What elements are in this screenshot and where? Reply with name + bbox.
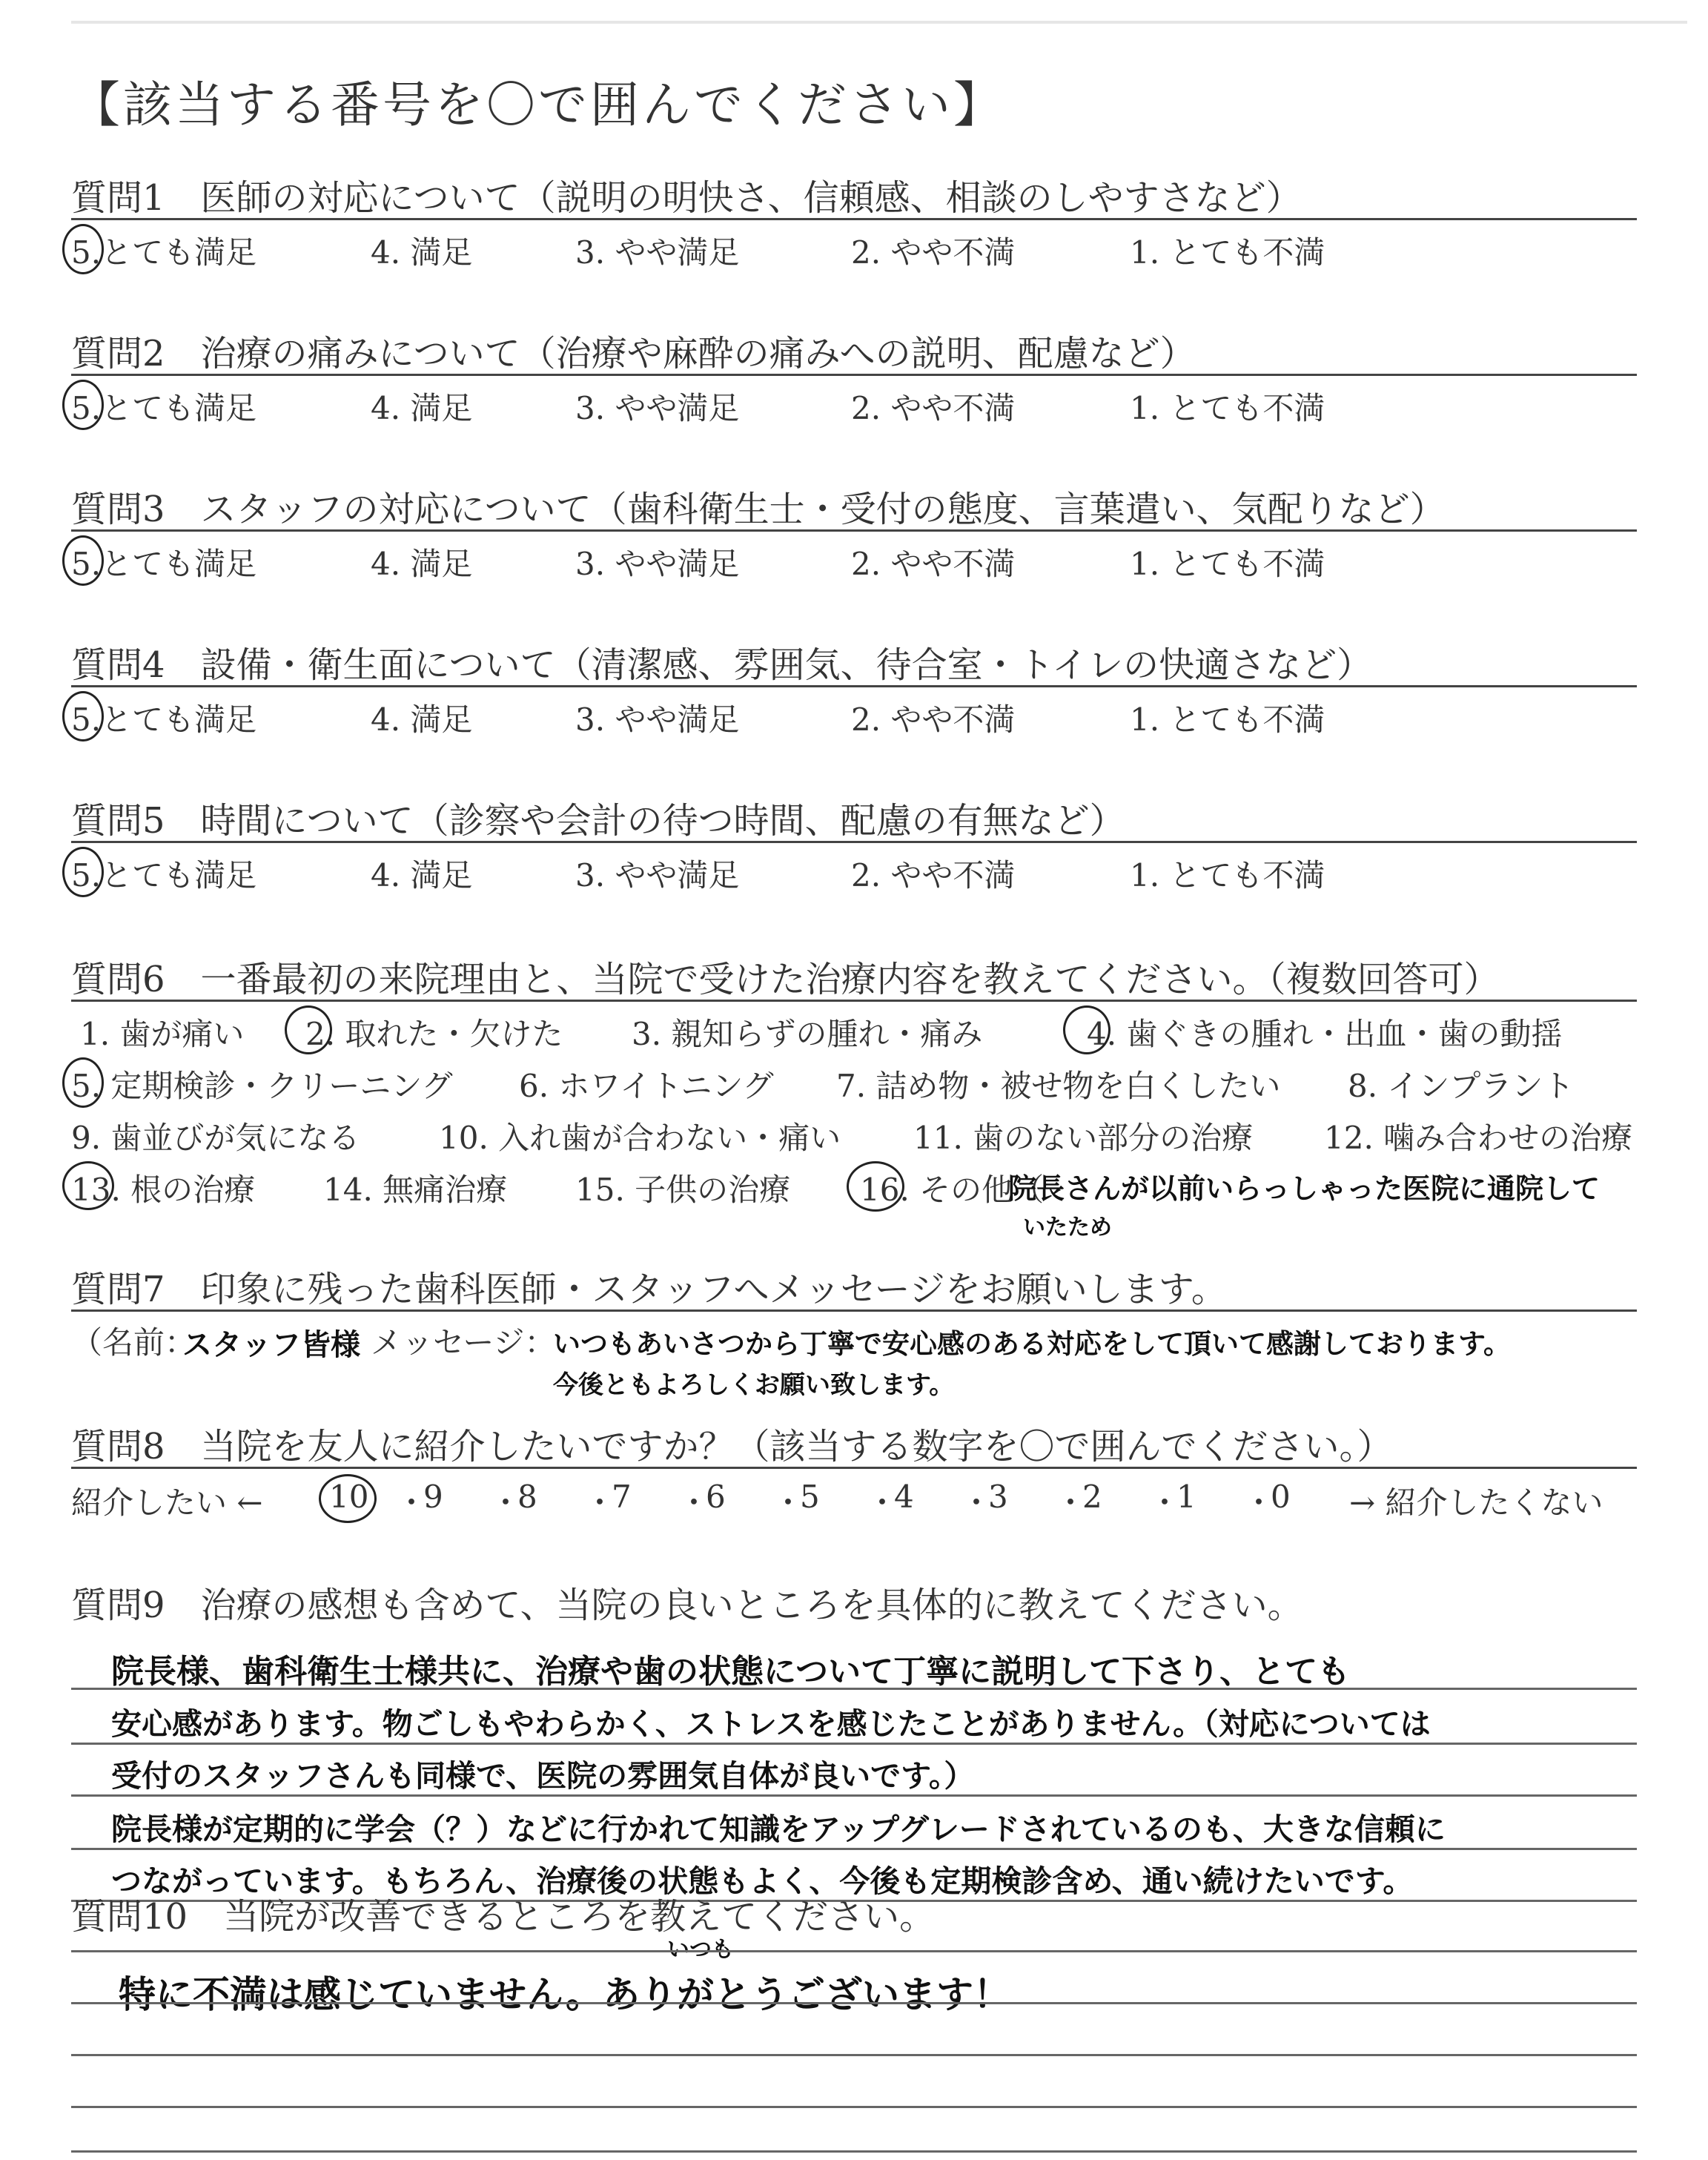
q5-title: 質問5 時間について（診察や会計の待つ時間、配慮の有無など）: [71, 800, 1125, 842]
page-heading: 【該当する番号を〇で囲んでください】: [71, 76, 1005, 133]
q10-answer: 特に不満は感じていません。ありがとうございます！: [119, 1973, 1010, 2016]
q3-rule: [71, 529, 1637, 532]
q1-option-3[interactable]: 3. やや満足: [575, 234, 740, 271]
q6-option-3[interactable]: 3. 親知らずの腫れ・痛み: [632, 1016, 983, 1052]
q8-separator: ・: [1243, 1484, 1275, 1521]
q6-option-4[interactable]: 4. 歯ぐきの腫れ・出血・歯の動揺: [1087, 1016, 1563, 1052]
q8-title: 質問8 当院を友人に紹介したいですか？（該当する数字を〇で囲んでください。）: [71, 1426, 1393, 1467]
q6-option-10[interactable]: 10. 入れ歯が合わない・痛い: [439, 1120, 841, 1156]
q6-selected-circle-13: [62, 1161, 114, 1210]
q8-value-0[interactable]: 0: [1271, 1479, 1291, 1515]
q9-answer-line-1: 院長様、歯科衛生士様共に、治療や歯の状態について丁寧に説明して下さり、とても: [111, 1653, 1351, 1691]
q3-option-2[interactable]: 2. やや不満: [851, 546, 1016, 582]
q9-rule-4: [71, 1848, 1637, 1850]
q6-option-15[interactable]: 15. 子供の治療: [575, 1172, 791, 1208]
q6-option-16[interactable]: 16. その他（: [860, 1172, 1045, 1208]
q4-option-4[interactable]: 4. 満足: [371, 701, 473, 738]
q8-selected-circle: [319, 1474, 377, 1523]
q8-value-1[interactable]: 1: [1176, 1479, 1196, 1515]
q10-rule-5: [71, 2150, 1637, 2153]
q5-option-2[interactable]: 2. やや不満: [851, 857, 1016, 894]
q3-selected-circle: [62, 535, 104, 586]
q8-value-4[interactable]: 4: [894, 1479, 914, 1515]
q6-selected-circle-16: [847, 1161, 904, 1212]
q6-option-13[interactable]: 13. 根の治療: [71, 1172, 256, 1208]
q1-option-5[interactable]: 5.とても満足: [71, 234, 257, 271]
q10-rule-2: [71, 2002, 1637, 2004]
q8-value-5[interactable]: 5: [800, 1479, 820, 1515]
q8-value-2[interactable]: 2: [1082, 1479, 1102, 1515]
q9-answer-line-4: 院長様が定期的に学会（？）などに行かれて知識をアップグレードされているのも、大きな信頼に: [111, 1811, 1446, 1847]
q7-title: 質問7 印象に残った歯科医師・スタッフへメッセージをお願いします。: [71, 1269, 1227, 1310]
q6-other-text-2: いたため: [1023, 1215, 1112, 1241]
q2-selected-circle: [62, 380, 104, 430]
q10-rule-3: [71, 2054, 1637, 2056]
q3-title: 質問3 スタッフの対応について（歯科衛生士・受付の態度、言葉遣い、気配りなど）: [71, 489, 1446, 530]
q3-option-5[interactable]: 5.とても満足: [71, 546, 257, 582]
q8-separator: ・: [1055, 1484, 1087, 1521]
q8-separator: ・: [961, 1484, 993, 1521]
q6-option-6[interactable]: 6. ホワイトニング: [519, 1068, 774, 1104]
q8-value-6[interactable]: 6: [706, 1479, 726, 1515]
q2-rule: [71, 374, 1637, 376]
q6-option-11[interactable]: 11. 歯のない部分の治療: [913, 1120, 1254, 1156]
q7-rule: [71, 1309, 1637, 1312]
q6-option-7[interactable]: 7. 詰め物・被せ物を白くしたい: [836, 1068, 1281, 1104]
q5-selected-circle: [62, 847, 104, 897]
q9-rule-2: [71, 1743, 1637, 1745]
q4-option-3[interactable]: 3. やや満足: [575, 701, 740, 738]
q7-message-line1: いつもあいさつから丁寧で安心感のある対応をして頂いて感謝しております。: [553, 1328, 1512, 1360]
q4-title: 質問4 設備・衛生面について（清潔感、雰囲気、待合室・トイレの快適さなど）: [71, 644, 1373, 686]
q6-option-9[interactable]: 9. 歯並びが気になる: [71, 1120, 360, 1156]
q2-option-5[interactable]: 5.とても満足: [71, 390, 257, 426]
q8-value-10[interactable]: 10: [329, 1479, 369, 1515]
q2-option-4[interactable]: 4. 満足: [371, 390, 473, 426]
q8-separator: ・: [772, 1484, 804, 1521]
q5-option-5[interactable]: 5.とても満足: [71, 857, 257, 894]
q1-rule: [71, 218, 1637, 220]
q6-option-14[interactable]: 14. 無痛治療: [323, 1172, 508, 1208]
q6-selected-circle-2: [285, 1005, 332, 1054]
q8-value-3[interactable]: 3: [988, 1479, 1008, 1515]
q9-answer-line-2: 安心感があります。物ごしもやわらかく、ストレスを感じたことがありません。（対応については: [111, 1706, 1431, 1742]
q8-separator: ・: [678, 1484, 710, 1521]
q10-insert-note: いつも: [667, 1937, 734, 1963]
q1-option-1[interactable]: 1. とても不満: [1130, 234, 1325, 271]
q8-right-label: → 紹介したくない: [1349, 1484, 1603, 1521]
q4-option-2[interactable]: 2. やや不満: [851, 701, 1016, 738]
q7-message-label: メッセージ：: [371, 1324, 556, 1361]
q8-separator: ・: [396, 1484, 428, 1521]
q6-rule: [71, 1000, 1637, 1002]
q6-option-5[interactable]: 5. 定期検診・クリーニング: [71, 1068, 453, 1104]
q9-answer-line-3: 受付のスタッフさんも同様で、医院の雰囲気自体が良いです。）: [111, 1758, 975, 1794]
q8-separator: ・: [1149, 1484, 1181, 1521]
q6-other-text-1: 院長さんが以前いらっしゃった医院に通院して: [1008, 1172, 1601, 1205]
q8-value-8[interactable]: 8: [517, 1479, 537, 1515]
q2-option-1[interactable]: 1. とても不満: [1130, 390, 1325, 426]
q2-option-2[interactable]: 2. やや不満: [851, 390, 1016, 426]
q5-option-4[interactable]: 4. 満足: [371, 857, 473, 894]
q8-separator: ・: [584, 1484, 616, 1521]
q9-answer-line-5: つながっています。もちろん、治療後の状態もよく、今後も定期検診含め、通い続けたいです。: [111, 1863, 1414, 1899]
q6-option-2[interactable]: 2. 取れた・欠けた: [305, 1016, 563, 1052]
q8-rule: [71, 1467, 1637, 1469]
top-border: [71, 21, 1687, 24]
q7-message-line2: 今後ともよろしくお願い致します。: [553, 1370, 955, 1400]
q6-option-1[interactable]: 1. 歯が痛い: [80, 1016, 245, 1052]
q3-option-4[interactable]: 4. 満足: [371, 546, 473, 582]
q6-selected-circle-4: [1063, 1005, 1110, 1054]
q5-option-3[interactable]: 3. やや満足: [575, 857, 740, 894]
q2-title: 質問2 治療の痛みについて（治療や麻酔の痛みへの説明、配慮など）: [71, 333, 1196, 374]
q10-rule-1: [71, 1950, 1637, 1952]
q9-rule-1: [71, 1688, 1637, 1690]
q4-option-1[interactable]: 1. とても不満: [1130, 701, 1325, 738]
q1-option-2[interactable]: 2. やや不満: [851, 234, 1016, 271]
q6-option-12[interactable]: 12. 噛み合わせの治療: [1324, 1120, 1633, 1156]
q5-option-1[interactable]: 1. とても不満: [1130, 857, 1325, 894]
q4-selected-circle: [62, 691, 104, 742]
q8-separator: ・: [490, 1484, 522, 1521]
q8-value-7[interactable]: 7: [612, 1479, 632, 1515]
q10-rule-4: [71, 2106, 1637, 2108]
q4-rule: [71, 685, 1637, 687]
q1-selected-circle: [62, 224, 104, 274]
q3-option-1[interactable]: 1. とても不満: [1130, 546, 1325, 582]
q1-option-4[interactable]: 4. 満足: [371, 234, 473, 271]
q5-rule: [71, 841, 1637, 843]
q8-left-label: 紹介したい ←: [71, 1484, 263, 1521]
q6-selected-circle-5: [62, 1057, 104, 1108]
q9-rule-3: [71, 1794, 1637, 1797]
q8-value-9[interactable]: 9: [423, 1479, 443, 1515]
q7-name-label: （名前：: [71, 1324, 196, 1361]
q2-option-3[interactable]: 3. やや満足: [575, 390, 740, 426]
q10-title: 質問10 当院が改善できるところを教えてください。: [71, 1896, 936, 1938]
q9-title: 質問9 治療の感想も含めて、当院の良いところを具体的に教えてください。: [71, 1585, 1303, 1626]
q6-option-8[interactable]: 8. インプラント: [1348, 1068, 1575, 1104]
q4-option-5[interactable]: 5.とても満足: [71, 701, 257, 738]
q3-option-3[interactable]: 3. やや満足: [575, 546, 740, 582]
q7-name-value: スタッフ皆様: [182, 1328, 360, 1362]
q1-title: 質問1 医師の対応について（説明の明快さ、信頼感、相談のしやすさなど）: [71, 177, 1302, 219]
q8-separator: ・: [867, 1484, 898, 1521]
q6-title: 質問6 一番最初の来院理由と、当院で受けた治療内容を教えてください。（複数回答可）: [71, 959, 1500, 1000]
